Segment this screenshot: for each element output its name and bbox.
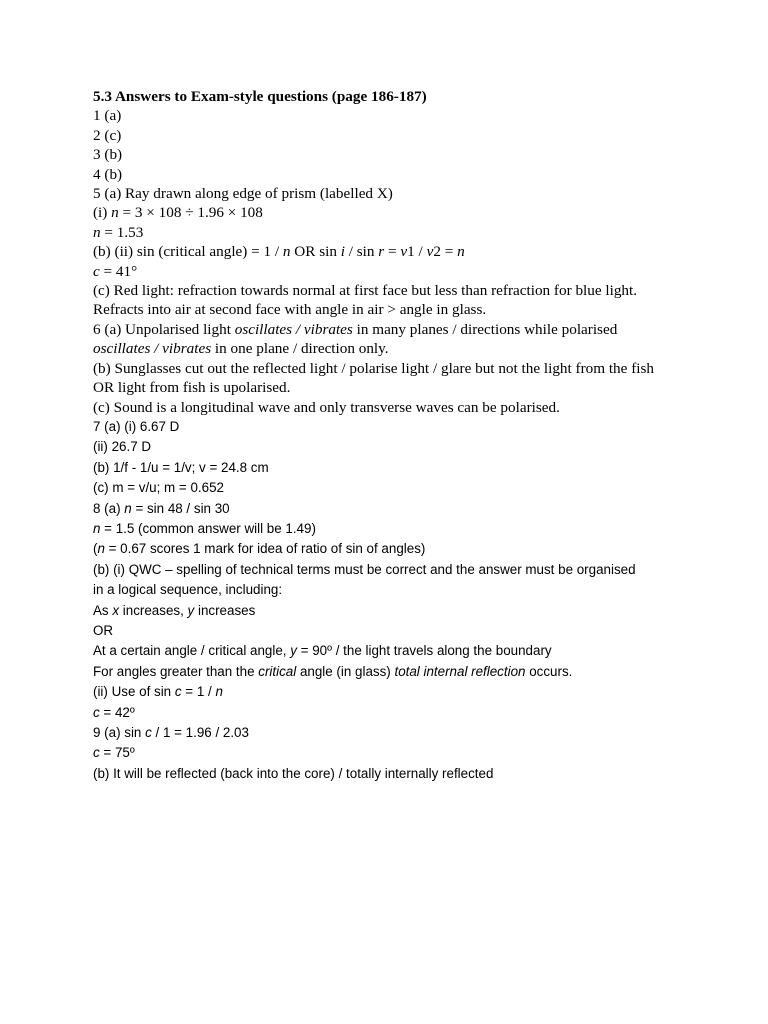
italic-text: v	[400, 243, 408, 261]
answer-line	[93, 184, 693, 203]
text-run: 5 (a) Ray drawn along edge of prism (labelled X)	[93, 185, 393, 203]
text-run: 2 (c)	[93, 126, 122, 144]
text-run: = 0.67 scores 1 mark for idea of ratio of sin of angles)	[104, 541, 426, 557]
text-run: (	[93, 541, 98, 557]
italic-text: r	[378, 243, 385, 261]
answer-line	[93, 165, 693, 184]
text-run: in one plane / direction only.	[211, 340, 389, 358]
italic-text: n	[457, 243, 465, 261]
answer-line	[93, 203, 693, 222]
text-run: = 1.5 (common answer will be 1.49)	[100, 520, 316, 536]
text-run: 8 (a)	[93, 500, 125, 516]
italic-text: y	[187, 602, 195, 618]
italic-text: y	[290, 643, 297, 659]
text-run: 7 (a) (i) 6.67 D	[93, 418, 180, 434]
answer-line	[93, 560, 693, 580]
text-run: (b) Sunglasses cut out the reflected light / polarise light / glare but not the light from the fish	[93, 359, 654, 377]
answer-line	[93, 242, 693, 261]
text-run: (c) Sound is a longitudinal wave and only transverse waves can be polarised.	[93, 398, 560, 416]
text-run: = 42º	[99, 704, 135, 720]
text-run: = 75º	[99, 745, 135, 761]
text-run: For angles greater than the	[93, 663, 259, 679]
answer-line	[93, 458, 693, 478]
italic-text: n	[111, 204, 119, 222]
italic-text: x	[112, 602, 120, 618]
text-run: = 3 × 108 ÷ 1.96 × 108	[118, 204, 263, 222]
answer-line	[93, 723, 693, 743]
answer-line	[93, 300, 693, 319]
text-run: = 41°	[99, 262, 138, 280]
text-run: (b) (ii) sin (critical angle) = 1 /	[93, 243, 283, 261]
section-heading	[93, 87, 693, 106]
italic-text: n	[97, 541, 105, 557]
text-run: (c) Red light: refraction towards normal at first face but less than refraction for blue light.	[93, 282, 638, 300]
italic-text: n	[93, 520, 101, 536]
text-run: in many planes / directions while polarised	[352, 320, 618, 338]
text-run: increases,	[119, 602, 188, 618]
text-run: (ii) Use of sin	[93, 684, 175, 700]
text-run: OR sin	[290, 243, 341, 261]
text-run: Refracts into air at second face with angle in air > angle in glass.	[93, 301, 487, 319]
answer-line	[93, 499, 693, 519]
answer-line	[93, 417, 693, 437]
answer-line	[93, 682, 693, 702]
italic-text: c	[93, 262, 100, 280]
answer-line	[93, 320, 693, 339]
italic-text: c	[93, 704, 100, 720]
italic-text: c	[145, 725, 152, 740]
text-run: (b) (i) QWC – spelling of technical terms must be correct and the answer must be organised	[93, 561, 636, 577]
italic-text: i	[340, 243, 345, 261]
text-run: (b) It will be reflected (back into the core) / totally internally reflected	[93, 765, 494, 781]
answer-line	[93, 641, 693, 661]
italic-text: n	[215, 684, 223, 700]
answer-line	[93, 743, 693, 763]
text-run: = 90º / the light travels along the boundary	[296, 643, 552, 659]
answer-line	[93, 145, 693, 164]
answer-line	[93, 262, 693, 281]
italic-text: n	[124, 500, 132, 516]
text-run: 3 (b)	[93, 146, 123, 164]
document-body	[93, 87, 693, 784]
text-run: in a logical sequence, including:	[93, 582, 283, 598]
text-run: 2 =	[433, 243, 458, 261]
text-run: (i)	[93, 204, 112, 222]
italic-text: n	[282, 243, 291, 261]
text-run: =	[384, 243, 401, 261]
answer-line	[93, 378, 693, 397]
text-run: / 1 = 1.96 / 2.03	[151, 725, 249, 740]
text-run: (c) m = v/u; m = 0.652	[93, 480, 224, 496]
answer-line	[93, 398, 693, 417]
text-run: 9 (a) sin	[93, 725, 146, 740]
text-run: 1 (a)	[93, 107, 122, 125]
text-run: 1 /	[407, 243, 427, 261]
text-run: = 1 /	[181, 684, 216, 700]
answer-line	[93, 478, 693, 498]
text-run: = sin 48 / sin 30	[131, 500, 230, 516]
text-run: 5.3 Answers to Exam-style questions (page 186-187)	[93, 88, 427, 105]
answer-line	[93, 764, 693, 784]
text-run: angle (in glass)	[296, 663, 395, 679]
answer-line	[93, 539, 693, 559]
text-run: increases	[194, 602, 256, 618]
italic-text: v	[426, 243, 434, 261]
text-run: = 1.53	[100, 223, 144, 241]
answer-line	[93, 106, 693, 125]
text-run: / sin	[344, 243, 379, 261]
text-run: 4 (b)	[93, 165, 123, 183]
answer-line	[93, 359, 693, 378]
italic-text: oscillates / vibrates	[234, 320, 353, 338]
italic-text: total internal reflection	[394, 663, 526, 679]
answer-line	[93, 519, 693, 539]
text-run: OR light from fish is upolarised.	[93, 379, 291, 397]
answer-line	[93, 339, 693, 358]
text-run: (b) 1/f - 1/u = 1/v; v = 24.8 cm	[93, 459, 269, 475]
answer-line	[93, 621, 693, 641]
italic-text: c	[174, 684, 182, 700]
text-run: OR	[93, 622, 114, 638]
answer-line	[93, 703, 693, 723]
answer-line	[93, 281, 693, 300]
answer-line	[93, 223, 693, 242]
text-run: 6 (a) Unpolarised light	[93, 320, 235, 338]
answer-line	[93, 437, 693, 457]
text-run: As	[93, 602, 113, 618]
italic-text: c	[93, 745, 100, 761]
answer-line	[93, 126, 693, 145]
answer-line	[93, 601, 693, 621]
italic-text: oscillates / vibrates	[93, 340, 212, 358]
text-run: occurs.	[525, 663, 573, 679]
text-run: (ii) 26.7 D	[93, 439, 152, 455]
italic-text: critical	[258, 663, 297, 679]
answer-line	[93, 662, 693, 682]
answer-line	[93, 580, 693, 600]
italic-text: n	[93, 223, 101, 241]
text-run: At a certain angle / critical angle,	[93, 643, 291, 659]
